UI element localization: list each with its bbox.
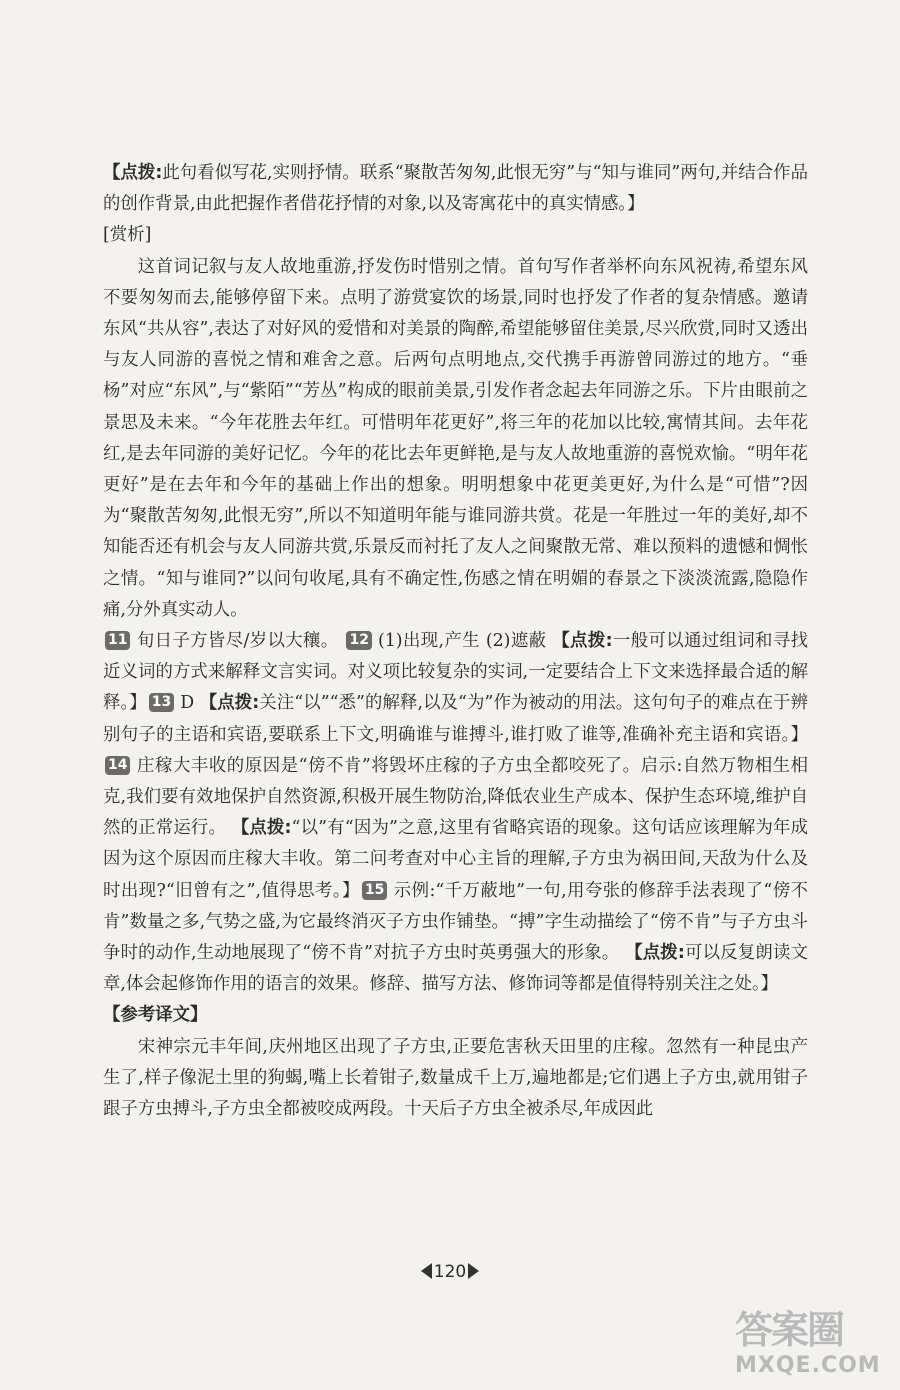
question-number-12: 12	[346, 631, 371, 650]
hint-text-13: 关注“以”“悉”的解释,以及“为”作为被动的用法。这句句子的难点在于辨别句子的主语和宾语,要联系上下文,明确谁与谁搏斗,谁打败了谁等,准确补充主语和宾语。】	[103, 693, 808, 745]
arrow-left-icon	[421, 1263, 432, 1279]
arrow-right-icon	[468, 1263, 479, 1279]
hint-label-13: 【点拨:	[199, 693, 260, 714]
hint-label-15: 【点拨:	[625, 943, 685, 964]
hint-text-12: 一般可以通过组词和寻找近义词的方式来解释文言实词。对义项比较复杂的实词,一定要结合上下文来选择最合适的解释。】	[103, 631, 808, 714]
translation-heading: 【参考译文】	[103, 1005, 208, 1026]
hint-intro	[103, 158, 808, 220]
watermark-logo	[735, 1308, 895, 1388]
page-number-text: 120	[433, 1262, 467, 1282]
watermark-icon: 答案圈	[735, 1308, 844, 1352]
hint-label-14: 【点拨:	[231, 818, 292, 839]
analysis-heading: [赏析]	[103, 225, 152, 246]
translation-body: 宋神宗元丰年间,庆州地区出现了子方虫,正要危害秋天田里的庄稼。忽然有一种昆虫产生了,样子像泥土里的狗蝎,嘴上长着钳子,数量成千上万,遍地都是;它们遇上子方虫,就用钳子跟子方虫搏斗,子方虫全都被咬成两段。十天后子方虫全被杀尽,年成因此	[103, 1036, 808, 1120]
question-number-13: 13	[149, 693, 174, 712]
answer-13: D	[180, 693, 200, 714]
page-body	[103, 158, 808, 1125]
answer-12: (1)出现,产生 (2)遮蔽	[377, 631, 553, 652]
question-number-11: 11	[105, 631, 130, 650]
hint-text: 此句看似写花,实则抒情。联系“聚散苦匆匆,此恨无穷”与“知与谁同”两句,并结合作品的创作背景,由此把握作者借花抒情的对象,以及寄寓花中的真实情感。】	[103, 163, 808, 215]
answers-block	[103, 626, 808, 1000]
watermark-site: MXQE.COM	[735, 1353, 881, 1378]
hint-text-14: “以”有“因为”之意,这里有省略宾语的现象。这句话应该理解为年成因为这个原因而庄稼大丰收。第二问考查对中心主旨的理解,子方虫为祸田间,天敌为什么及时出现?“旧曾有之”,值得思考。】	[103, 818, 808, 901]
question-number-15: 15	[362, 881, 387, 900]
hint-text-15: 可以反复朗读文章,体会起修饰作用的语言的效果。修辞、描写方法、修饰词等都是值得特别关注之处。】	[103, 943, 808, 995]
answer-14: 庄稼大丰收的原因是“傍不肯”将毁坏庄稼的子方虫全都咬死了。启示:自然万物相生相克,我们要有效地保护自然资源,积极开展生物防治,降低农业生产成本、保护生态环境,维护自然的正常运行。	[103, 755, 808, 839]
answer-11: 旬日子方皆尽/岁以大穰。	[136, 631, 339, 652]
hint-label-12: 【点拨:	[552, 631, 613, 652]
analysis-body: 这首词记叙与友人故地重游,抒发伤时惜别之情。首句写作者举杯向东风祝祷,希望东风不要匆匆而去,能够停留下来。点明了游赏宴饮的场景,同时也抒发了作者的复杂情感。邀请东风“共从容”,表达了对好风的爱惜和对美景的陶醉,希望能够留住美景,尽兴欣赏,同时又透出与友人同游的喜悦之情和难舍之意。后两句点明地点,交代携手再游曾同游过的地方。“垂杨”对应“东风”,与“紫陌”“芳丛”构成的眼前美景,引发作者念起去年同游之乐。下片由眼前之景思及未来。“今年花胜去年红。可惜明年花更好”,将三年的花加以比较,寓情其间。去年花红,是去年同游的美好记忆。今年的花比去年更鲜艳,是与友人故地重游的喜悦欢愉。“明年花更好”是在去年和今年的基础上作出的想象。明明想象中花更美更好,为什么是“可惜”?因为“聚散苦匆匆,此恨无穷”,所以不知道明年能与谁同游共赏。花是一年胜过一年的美好,却不知能否还有机会与友人同游共赏,乐景反而衬托了友人之间聚散无常、难以预料的遗憾和惆怅之情。“知与谁同?”以问句收尾,具有不确定性,伤感之情在明媚的春景之下淡淡流露,隐隐作痛,分外真实动人。	[103, 256, 808, 620]
hint-label: 【点拨:	[103, 163, 163, 183]
question-number-14: 14	[105, 756, 130, 775]
page-number	[0, 1262, 900, 1282]
answer-15: 示例:“千万蔽地”一句,用夸张的修辞手法表现了“傍不肯”数量之多,气势之盛,为它最终消灭子方虫作铺垫。“搏”字生动描绘了“傍不肯”与子方虫斗争时的动作,生动地展现了“傍不肯”对抗子方虫时英勇强大的形象。	[103, 880, 809, 964]
